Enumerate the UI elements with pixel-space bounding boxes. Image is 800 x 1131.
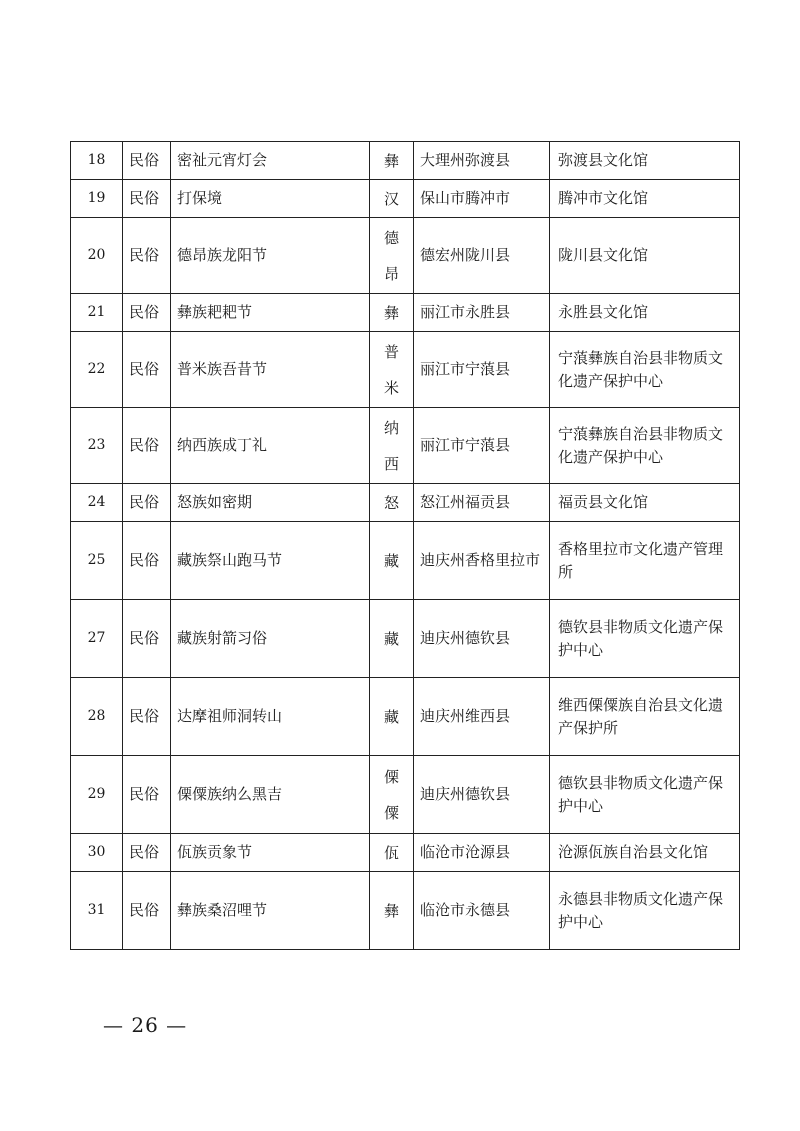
ethnicity-cell [370, 678, 414, 756]
organization-cell: 德钦县非物质文化遗产保护中心 [550, 756, 740, 834]
organization-cell: 腾冲市文化馆 [550, 180, 740, 218]
ethnicity-label: 傈僳 [383, 767, 399, 822]
ethnicity-label: 彝 [383, 901, 399, 920]
region-cell: 丽江市永胜县 [414, 294, 550, 332]
item-name-cell: 德昂族龙阳节 [171, 218, 370, 294]
region-cell: 丽江市宁蒗县 [414, 408, 550, 484]
region-cell: 临沧市沧源县 [414, 834, 550, 872]
table-row [71, 484, 740, 522]
item-name-cell: 彝族桑沼哩节 [171, 872, 370, 950]
table-row [71, 408, 740, 484]
heritage-list-table [70, 141, 740, 950]
ethnicity-cell [370, 522, 414, 600]
item-name-cell: 密祉元宵灯会 [171, 142, 370, 180]
item-name-cell: 打保境 [171, 180, 370, 218]
ethnicity-label: 藏 [383, 629, 399, 648]
item-name-cell: 普米族吾昔节 [171, 332, 370, 408]
category-cell: 民俗 [123, 872, 171, 950]
table-row [71, 522, 740, 600]
ethnicity-cell [370, 142, 414, 180]
item-name-cell: 藏族祭山跑马节 [171, 522, 370, 600]
ethnicity-label: 纳西 [383, 418, 399, 473]
item-name-cell: 藏族射箭习俗 [171, 600, 370, 678]
category-cell: 民俗 [123, 408, 171, 484]
row-number: 24 [71, 484, 123, 522]
item-name-cell: 怒族如密期 [171, 484, 370, 522]
ethnicity-label: 彝 [383, 151, 399, 170]
organization-cell: 福贡县文化馆 [550, 484, 740, 522]
organization-cell: 香格里拉市文化遗产管理所 [550, 522, 740, 600]
item-name-cell: 达摩祖师洞转山 [171, 678, 370, 756]
row-number: 20 [71, 218, 123, 294]
organization-cell: 维西傈僳族自治县文化遗产保护所 [550, 678, 740, 756]
ethnicity-cell [370, 834, 414, 872]
item-name-cell: 佤族贡象节 [171, 834, 370, 872]
ethnicity-cell [370, 600, 414, 678]
ethnicity-cell [370, 332, 414, 408]
row-number: 30 [71, 834, 123, 872]
ethnicity-cell [370, 218, 414, 294]
organization-cell: 宁蒗彝族自治县非物质文化遗产保护中心 [550, 408, 740, 484]
category-cell: 民俗 [123, 142, 171, 180]
table-row [71, 756, 740, 834]
ethnicity-label: 德昂 [383, 228, 399, 283]
ethnicity-cell [370, 872, 414, 950]
table-row [71, 678, 740, 756]
category-cell: 民俗 [123, 294, 171, 332]
ethnicity-label: 藏 [383, 551, 399, 570]
organization-cell: 陇川县文化馆 [550, 218, 740, 294]
region-cell: 保山市腾冲市 [414, 180, 550, 218]
row-number: 23 [71, 408, 123, 484]
category-cell: 民俗 [123, 332, 171, 408]
region-cell: 迪庆州德钦县 [414, 756, 550, 834]
table-row [71, 218, 740, 294]
row-number: 29 [71, 756, 123, 834]
category-cell: 民俗 [123, 756, 171, 834]
item-name-cell: 彝族耙耙节 [171, 294, 370, 332]
category-cell: 民俗 [123, 484, 171, 522]
row-number: 31 [71, 872, 123, 950]
ethnicity-label: 佤 [383, 843, 399, 862]
category-cell: 民俗 [123, 834, 171, 872]
region-cell: 丽江市宁蒗县 [414, 332, 550, 408]
category-cell: 民俗 [123, 218, 171, 294]
ethnicity-cell [370, 756, 414, 834]
table-row [71, 332, 740, 408]
row-number: 27 [71, 600, 123, 678]
row-number: 21 [71, 294, 123, 332]
table-row [71, 834, 740, 872]
ethnicity-label: 藏 [383, 707, 399, 726]
table-row [71, 872, 740, 950]
category-cell: 民俗 [123, 600, 171, 678]
table-body [71, 142, 740, 950]
organization-cell: 永胜县文化馆 [550, 294, 740, 332]
organization-cell: 弥渡县文化馆 [550, 142, 740, 180]
table-row [71, 180, 740, 218]
ethnicity-label: 彝 [383, 303, 399, 322]
item-name-cell: 纳西族成丁礼 [171, 408, 370, 484]
ethnicity-cell [370, 180, 414, 218]
page-number: — 26 — [103, 1013, 188, 1037]
organization-cell: 沧源佤族自治县文化馆 [550, 834, 740, 872]
organization-cell: 永德县非物质文化遗产保护中心 [550, 872, 740, 950]
row-number: 25 [71, 522, 123, 600]
organization-cell: 宁蒗彝族自治县非物质文化遗产保护中心 [550, 332, 740, 408]
ethnicity-cell [370, 484, 414, 522]
row-number: 18 [71, 142, 123, 180]
region-cell: 迪庆州德钦县 [414, 600, 550, 678]
category-cell: 民俗 [123, 678, 171, 756]
ethnicity-label: 汉 [383, 189, 399, 208]
region-cell: 迪庆州维西县 [414, 678, 550, 756]
region-cell: 怒江州福贡县 [414, 484, 550, 522]
region-cell: 临沧市永德县 [414, 872, 550, 950]
organization-cell: 德钦县非物质文化遗产保护中心 [550, 600, 740, 678]
row-number: 22 [71, 332, 123, 408]
ethnicity-cell [370, 408, 414, 484]
ethnicity-label: 普米 [383, 342, 399, 397]
category-cell: 民俗 [123, 180, 171, 218]
ethnicity-cell [370, 294, 414, 332]
category-cell: 民俗 [123, 522, 171, 600]
region-cell: 迪庆州香格里拉市 [414, 522, 550, 600]
table-row [71, 142, 740, 180]
ethnicity-label: 怒 [383, 493, 399, 512]
table-row [71, 600, 740, 678]
region-cell: 大理州弥渡县 [414, 142, 550, 180]
row-number: 19 [71, 180, 123, 218]
row-number: 28 [71, 678, 123, 756]
item-name-cell: 傈僳族纳么黑吉 [171, 756, 370, 834]
region-cell: 德宏州陇川县 [414, 218, 550, 294]
table-row [71, 294, 740, 332]
